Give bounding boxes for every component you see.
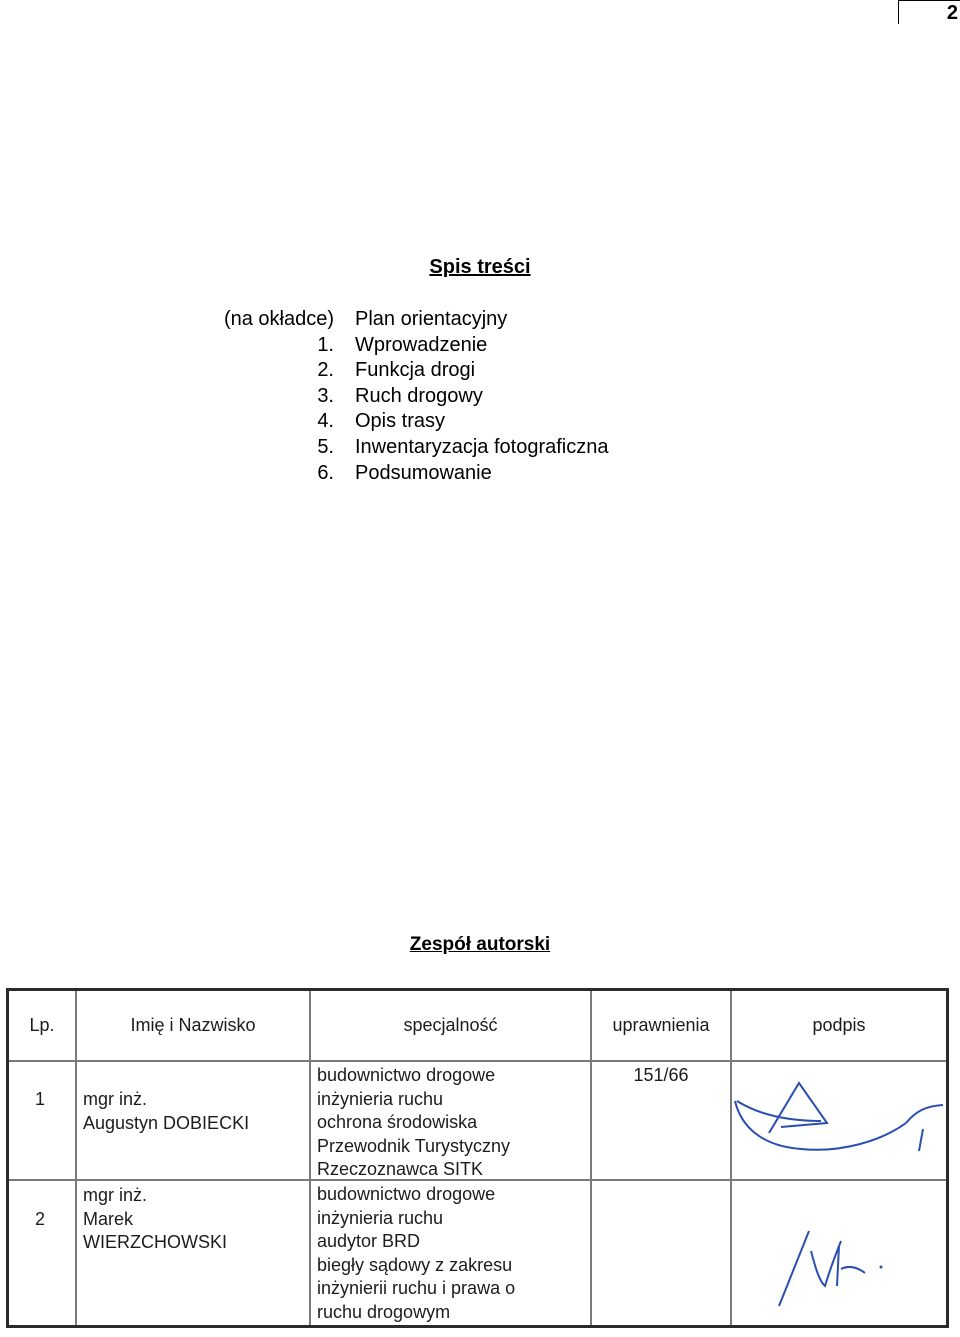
specialty-line: ruchu drogowym bbox=[317, 1301, 451, 1322]
column-divider bbox=[590, 991, 592, 1325]
row1-name bbox=[83, 1088, 249, 1135]
header-name: Imię i Nazwisko bbox=[130, 1015, 256, 1035]
row-divider bbox=[9, 1060, 946, 1062]
specialty-line: inżynierii ruchu i prawa o bbox=[317, 1278, 516, 1299]
name-line: Marek bbox=[83, 1208, 134, 1229]
column-divider bbox=[309, 991, 311, 1325]
specialty-line: inżynieria ruchu bbox=[317, 1207, 444, 1228]
name-line: mgr inż. bbox=[83, 1185, 148, 1205]
row1-license: 151/66 bbox=[633, 1065, 689, 1085]
header-license: uprawnienia bbox=[612, 1015, 710, 1035]
toc-item-label: Podsumowanie bbox=[355, 462, 492, 484]
toc-item bbox=[0, 436, 960, 462]
toc-item-number: 3. bbox=[317, 385, 334, 407]
column-divider bbox=[75, 991, 77, 1325]
toc-item-label: Funkcja drogi bbox=[355, 359, 476, 381]
specialty-line: audytor BRD bbox=[317, 1231, 421, 1252]
row1-lp: 1 bbox=[35, 1089, 46, 1109]
toc-item bbox=[0, 462, 960, 488]
authors-table bbox=[6, 988, 949, 1328]
header-specialty: specjalność bbox=[403, 1015, 498, 1035]
name-line: WIERZCHOWSKI bbox=[83, 1232, 227, 1253]
toc-item-number: 2. bbox=[317, 359, 334, 381]
row2-specialty bbox=[317, 1183, 515, 1325]
toc-item bbox=[0, 410, 960, 436]
toc-item-label: Plan orientacyjny bbox=[355, 308, 508, 330]
toc-item-number: (na okładce) bbox=[223, 308, 334, 330]
header-signature: podpis bbox=[812, 1015, 866, 1035]
row2-name bbox=[83, 1184, 227, 1255]
toc-item-label: Opis trasy bbox=[355, 410, 446, 432]
header-lp: Lp. bbox=[29, 1015, 55, 1035]
specialty-line: budownictwo drogowe bbox=[317, 1065, 496, 1085]
row2-lp: 2 bbox=[35, 1209, 46, 1229]
specialty-line: inżynieria ruchu bbox=[317, 1088, 444, 1109]
toc-item-number: 6. bbox=[317, 462, 334, 484]
name-line: Augustyn DOBIECKI bbox=[83, 1112, 250, 1133]
toc-item bbox=[0, 359, 960, 385]
toc-item bbox=[0, 385, 960, 411]
specialty-line: Rzeczoznawca SITK bbox=[317, 1159, 484, 1180]
toc-title: Spis treści bbox=[429, 256, 531, 278]
specialty-line: budownictwo drogowe bbox=[317, 1184, 496, 1204]
toc-item-label: Inwentaryzacja fotograficzna bbox=[355, 436, 609, 458]
specialty-line: ochrona środowiska bbox=[317, 1112, 478, 1133]
page-number: 2 bbox=[898, 0, 960, 24]
toc-item-label: Wprowadzenie bbox=[355, 334, 488, 356]
specialty-line: Przewodnik Turystyczny bbox=[317, 1135, 511, 1156]
name-line: mgr inż. bbox=[83, 1089, 148, 1109]
toc-item-label: Ruch drogowy bbox=[355, 385, 483, 407]
toc-item-number: 5. bbox=[317, 436, 334, 458]
toc-item bbox=[0, 308, 960, 334]
specialty-line: biegły sądowy z zakresu bbox=[317, 1254, 513, 1275]
toc-item-number: 1. bbox=[317, 334, 334, 356]
toc-item bbox=[0, 334, 960, 360]
toc-item-number: 4. bbox=[317, 410, 334, 432]
signature-1-image bbox=[731, 1071, 951, 1176]
team-title: Zespół autorski bbox=[409, 934, 551, 955]
signature-2-image bbox=[749, 1211, 899, 1311]
row1-specialty bbox=[317, 1064, 510, 1182]
